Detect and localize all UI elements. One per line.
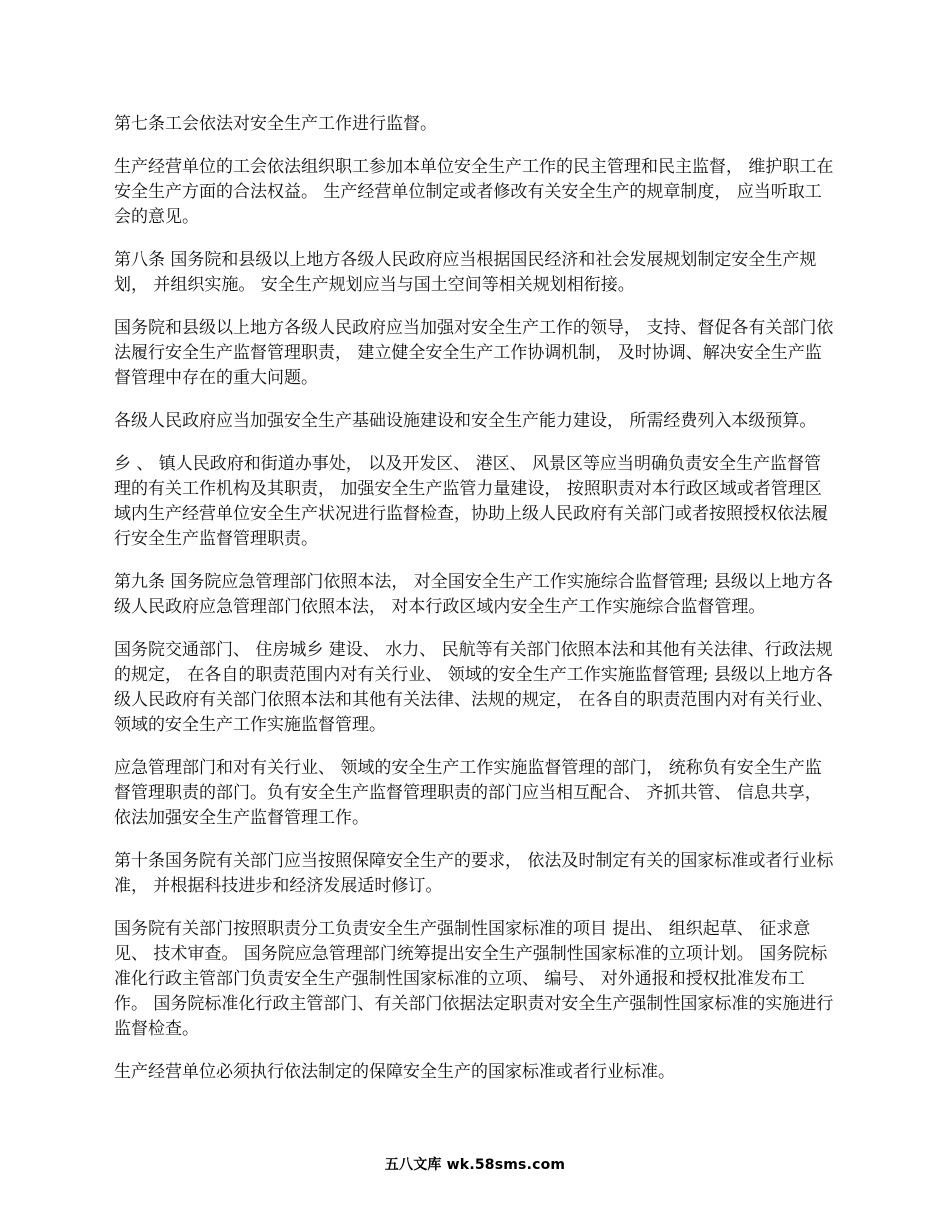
paragraph-article-7: 第七条工会依法对安全生产工作进行监督。 bbox=[114, 114, 437, 134]
paragraph-mandatory-standards: 国务院有关部门按照职责分工负责安全生产强制性国家标准的项目 提出、 组织起草、 征求意见、 技术审查。 国务院应急管理部门统筹提出安全生产强制性国家标准的立项计划。 国务院标准化行政主管部门负责安全生产强制性国家标准的立项、 编号、 对外通报和授权批准发布工作。 国务院标准化行政主管部门、有关部门依据法定职责对安全生产强制性国家标准的实施进行监督检查。 bbox=[114, 919, 834, 1039]
paragraph-township-supervision: 乡 、 镇人民政府和街道办事处， 以及开发区、 港区、 风景区等应当明确负责安全生产监督管理的有关工作机构及其职责， 加强安全生产监管力量建设， 按照职责对本行政区域或者管理区域内生产经营单位安全生产状况进行监督检查，协助上级人民政府有关部门或者按照授权依法履行安全生产监督管理职责。 bbox=[114, 454, 828, 549]
paragraph-article-8: 第八条 国务院和县级以上地方各级人民政府应当根据国民经济和社会发展规划制定安全生产规划， 并组织实施。 安全生产规划应当与国土空间等相关规划相衔接。 bbox=[114, 250, 817, 295]
paragraph-article-10: 第十条国务院有关部门应当按照保障安全生产的要求， 依法及时制定有关的国家标准或者行业标准， 并根据科技进步和经济发展适时修订。 bbox=[114, 851, 834, 896]
paragraph-compliance: 生产经营单位必须执行依法制定的保障安全生产的国家标准或者行业标准。 bbox=[114, 1062, 675, 1082]
footer-watermark: 五八文库 wk.58sms.com bbox=[384, 1157, 566, 1173]
paragraph-departments-supervision: 国务院交通部门、 住房城乡 建设、 水力、 民航等有关部门依照本法和其他有关法律、行政法规的规定， 在各自的职责范围内对有关行业、 领域的安全生产工作实施监督管理; 县级以上地方各级人民政府有关部门依照本法和其他有关法律、法规的规定， 在各自的职责范围内对有关行业、 领域的安全生产工作实施监督管理。 bbox=[114, 640, 839, 735]
paragraph-budget: 各级人民政府应当加强安全生产基础设施建设和安全生产能力建设， 所需经费列入本级预算。 bbox=[114, 411, 817, 431]
paragraph-union-rights: 生产经营单位的工会依法组织职工参加本单位安全生产工作的民主管理和民主监督， 维护职工在安全生产方面的合法权益。 生产经营单位制定或者修改有关安全生产的规章制度， 应当听取工会的意见。 bbox=[114, 157, 834, 227]
paragraph-supervising-departments: 应急管理部门和对有关行业、 领域的安全生产工作实施监督管理的部门， 统称负有安全生产监督管理职责的部门。负有安全生产监督管理职责的部门应当相互配合、 齐抓共管、 信息共享， 依法加强安全生产监督管理工作。 bbox=[114, 758, 828, 828]
paragraph-government-leadership: 国务院和县级以上地方各级人民政府应当加强对安全生产工作的领导， 支持、督促各有关部门依法履行安全生产监督管理职责， 建立健全安全生产工作协调机制， 及时协调、解决安全生产监督管理中存在的重大问题。 bbox=[114, 318, 834, 388]
paragraph-article-9: 第九条 国务院应急管理部门依照本法， 对全国安全生产工作实施综合监督管理; 县级以上地方各级人民政府应急管理部门依照本法， 对本行政区域内安全生产工作实施综合监督管理。 bbox=[114, 572, 833, 617]
document-body bbox=[114, 112, 839, 1103]
